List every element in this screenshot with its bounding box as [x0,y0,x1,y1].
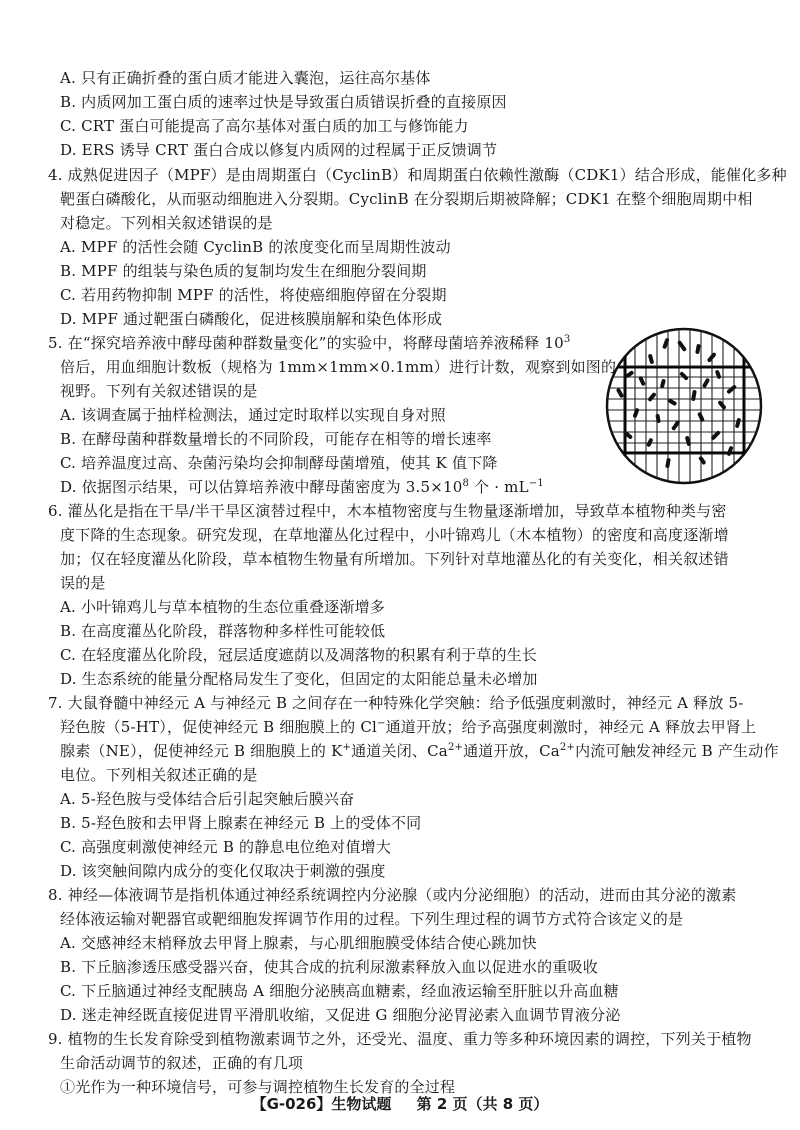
q5-option-a: A. 该调查属于抽样检测法，通过定时取样以实现自身对照 [60,406,446,424]
q7-text: 内流可触发神经元 B 产生动作 [575,742,779,760]
q5-stem-text: 5. 在“探究培养液中酵母菌种群数量变化”的实验中，将酵母菌培养液稀释 10 [48,334,564,352]
q8-stem-line: 经体液运输对靶器官或靶细胞发挥调节作用的过程。下列生理过程的调节方式符合该定义的是 [60,910,684,928]
q7-text: 羟色胺（5-HT），促使神经元 B 细胞膜上的 Cl [60,718,378,736]
q7-option-d: D. 该突触间隙内成分的变化仅取决于刺激的强度 [60,862,386,880]
q4-option-a: A. MPF 的活性会随 CyclinB 的浓度变化而呈周期性波动 [60,238,451,256]
q5-stem-line: 视野。下列有关叙述错误的是 [60,382,258,400]
q7-option-c: C. 高强度刺激使神经元 B 的静息电位绝对值增大 [60,838,392,856]
microscope-field-circle [607,329,761,483]
q7-ion-charge: − [377,718,386,729]
q9-stem-line: 9. 植物的生长发育除受到植物激素调节之外，还受光、温度、重力等多种环境因素的调控，下列关于植物 [48,1030,752,1048]
exam-code: 【G-026】生物试题 [251,1095,392,1113]
page-number: 第 2 页（共 8 页） [416,1095,549,1113]
q3-option-d: D. ERS 诱导 CRT 蛋白合成以修复内质网的过程属于正反馈调节 [60,141,498,159]
q6-stem-line: 度下降的生态现象。研究发现，在草地灌丛化过程中，小叶锦鸡儿（木本植物）的密度和高度逐渐增 [60,526,729,544]
q5-option-d-exponent: 8 [462,478,470,489]
q6-option-a: A. 小叶锦鸡儿与草本植物的生态位重叠逐渐增多 [60,598,385,616]
hemocytometer-field-figure [604,326,764,486]
q3-option-c: C. CRT 蛋白可能提高了高尔基体对蛋白质的加工与修饰能力 [60,117,469,135]
q8-option-b: B. 下丘脑渗透压感受器兴奋，使其合成的抗利尿激素释放入血以促进水的重吸收 [60,958,598,976]
q5-stem-line: 倍后，用血细胞计数板（规格为 1mm×1mm×0.1mm）进行计数，观察到如图的 [60,358,617,376]
q9-item-1: ①光作为一种环境信号，可参与调控植物生长发育的全过程 [60,1078,456,1096]
q7-option-b: B. 5-羟色胺和去甲肾上腺素在神经元 B 上的受体不同 [60,814,422,832]
q8-stem-line: 8. 神经—体液调节是指机体通过神经系统调控内分泌腺（或内分泌细胞）的活动，进而由其分泌的激素 [48,886,737,904]
q6-option-d: D. 生态系统的能量分配格局发生了变化，但固定的太阳能总量未必增加 [60,670,538,688]
q9-stem-line: 生命活动调节的叙述，正确的有几项 [60,1054,304,1072]
q4-stem-line: 4. 成熟促进因子（MPF）是由周期蛋白（CyclinB）和周期蛋白依赖性激酶（CDK1）结合形成，能催化多种 [48,166,787,184]
q7-ion-charge: + [342,742,352,753]
q5-dilution-exponent: 3 [563,334,571,345]
q4-option-c: C. 若用药物抑制 MPF 的活性，将使癌细胞停留在分裂期 [60,286,447,304]
q5-stem-line [48,331,570,355]
q6-stem-line: 误的是 [60,574,106,592]
q7-text: 通道开放；给予高强度刺激时，神经元 A 释放去甲肾上 [385,718,757,736]
q7-option-a: A. 5-羟色胺与受体结合后引起突触后膜兴奋 [60,790,355,808]
q6-option-c: C. 在轻度灌丛化阶段，冠层适度遮荫以及凋落物的积累有利于草的生长 [60,646,538,664]
q6-stem-line: 6. 灌丛化是指在干旱/半干旱区演替过程中，木本植物密度与生物量逐渐增加，导致草本植物种类与密 [48,502,727,520]
q7-ion-charge: 2+ [447,742,464,753]
q5-option-c: C. 培养温度过高、杂菌污染均会抑制酵母菌增殖，使其 K 值下降 [60,454,498,472]
q6-stem-line: 加；仅在轻度灌丛化阶段，草本植物生物量有所增加。下列针对草地灌丛化的有关变化，相关叙述错 [60,550,729,568]
q5-option-d-unit-exponent: −1 [528,478,544,489]
page-footer [0,1093,800,1114]
q7-text: 通道关闭、Ca [351,742,448,760]
q4-option-d: D. MPF 通过靶蛋白磷酸化，促进核膜崩解和染色体形成 [60,310,443,328]
q5-option-d-unit: 个 · mL [469,478,529,496]
q7-ion-charge: 2+ [559,742,576,753]
q7-stem-line: 电位。下列相关叙述正确的是 [60,766,258,784]
q8-option-d: D. 迷走神经既直接促进胃平滑肌收缩，又促进 G 细胞分泌胃泌素入血调节胃液分泌 [60,1006,621,1024]
q4-stem-line: 靶蛋白磷酸化，从而驱动细胞进入分裂期。CyclinB 在分裂期后期被降解；CDK1 在整个细胞周期中相 [60,190,753,208]
q4-stem-line: 对稳定。下列相关叙述错误的是 [60,214,273,232]
q4-option-b: B. MPF 的组装与染色质的复制均发生在细胞分裂间期 [60,262,427,280]
q6-option-b: B. 在高度灌丛化阶段，群落物种多样性可能较低 [60,622,386,640]
q8-option-a: A. 交感神经末梢释放去甲肾上腺素，与心肌细胞膜受体结合使心跳加快 [60,934,537,952]
q7-stem-line: 7. 大鼠脊髓中神经元 A 与神经元 B 之间存在一种特殊化学突触：给予低强度刺激时，神经元 A 释放 5- [48,694,744,712]
q5-option-d-text: D. 依据图示结果，可以估算培养液中酵母菌密度为 3.5×10 [60,478,463,496]
q7-stem-line [60,739,779,763]
q8-option-c: C. 下丘脑通过神经支配胰岛 A 细胞分泌胰高血糖素，经血液运输至肝脏以升高血糖 [60,982,619,1000]
q5-option-d [60,475,544,499]
q7-stem-line [60,715,756,739]
q3-option-b: B. 内质网加工蛋白质的速率过快是导致蛋白质错误折叠的直接原因 [60,93,507,111]
q5-option-b: B. 在酵母菌种群数量增长的不同阶段，可能存在相等的增长速率 [60,430,492,448]
q7-text: 腺素（NE），促使神经元 B 细胞膜上的 K [60,742,343,760]
q3-option-a: A. 只有正确折叠的蛋白质才能进入囊泡，运往高尔基体 [60,69,431,87]
q7-text: 通道开放，Ca [463,742,560,760]
